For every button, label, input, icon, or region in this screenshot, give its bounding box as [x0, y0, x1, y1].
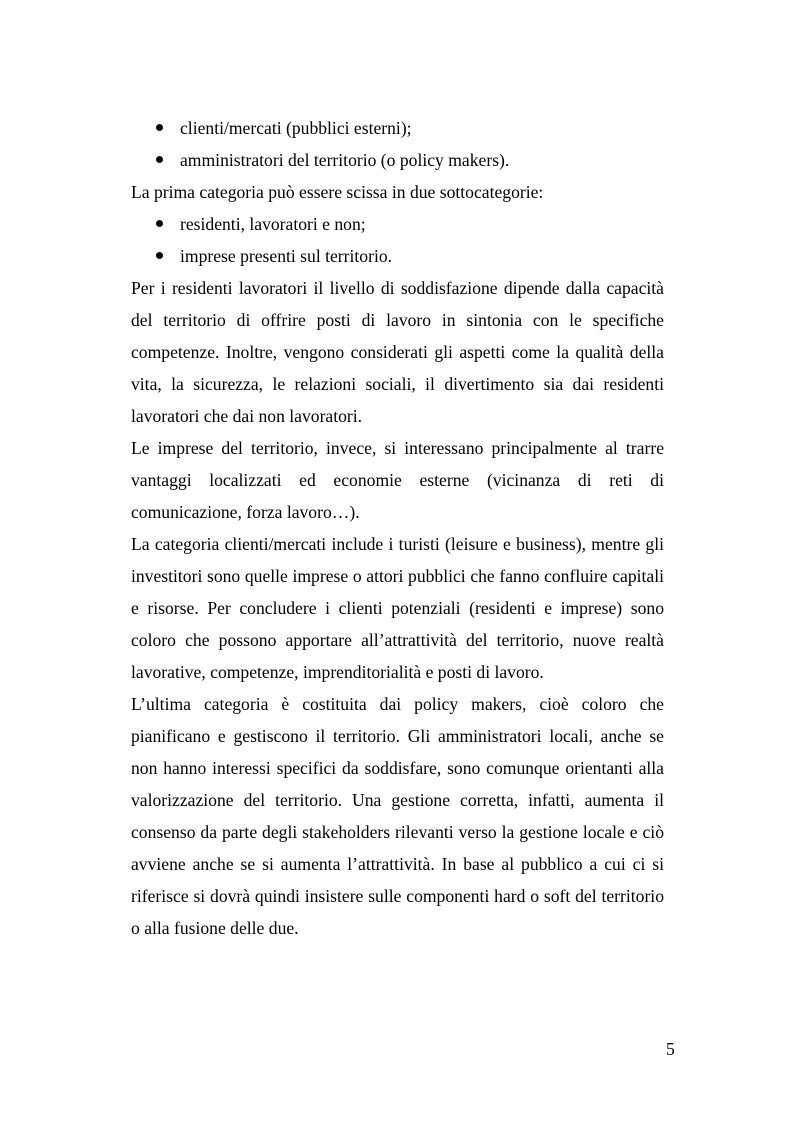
subcategories-intro: La prima categoria può essere scissa in due sottocategorie: [131, 182, 544, 202]
page-number: 5 [666, 1039, 675, 1059]
list-item-text: imprese presenti sul territorio. [180, 246, 393, 266]
body-text [131, 112, 664, 944]
bullet-icon [156, 124, 163, 131]
paragraph-policy-makers: L’ultima categoria è costituita dai policy makers, cioè coloro che pianificano e gestiscono il territorio. Gli amministratori locali, anche se non hanno interessi specifici da soddisfare, sono comunque orientanti alla valorizzazione del territorio. Una gestione corretta, infatti, aumenta il consenso da parte degli stakeholders rilevanti verso la gestione locale e ciò avviene anche se si aumenta l’attrattività. In base al pubblico a cui ci si riferisce si dovrà quindi insistere sulle componenti hard o soft del territorio o alla fusione delle due. [131, 694, 664, 938]
bullet-icon [156, 252, 163, 259]
list-item [131, 144, 664, 176]
list-item-text: clienti/mercati (pubblici esterni); [180, 118, 412, 138]
list-item [131, 112, 664, 144]
list-item [131, 240, 664, 272]
list-item-text: residenti, lavoratori e non; [180, 214, 366, 234]
paragraph-clienti-mercati: La categoria clienti/mercati include i turisti (leisure e business), mentre gli investitori sono quelle imprese o attori pubblici che fanno confluire capitali e risorse. Per concludere i clienti potenziali (residenti e imprese) sono coloro che possono apportare all’attrattività del territorio, nuove realtà lavorative, competenze, imprenditorialità e posti di lavoro. [131, 534, 664, 682]
list-item [131, 208, 664, 240]
paragraph-residenti: Per i residenti lavoratori il livello di soddisfazione dipende dalla capacità del territorio di offrire posti di lavoro in sintonia con le specifiche competenze. Inoltre, vengono considerati gli aspetti come la qualità della vita, la sicurezza, le relazioni sociali, il divertimento sia dai residenti lavoratori che dai non lavoratori. [131, 278, 664, 426]
bullet-icon [156, 220, 163, 227]
paragraph-imprese: Le imprese del territorio, invece, si interessano principalmente al trarre vantaggi localizzati ed economie esterne (vicinanza di reti di comunicazione, forza lavoro…). [131, 438, 664, 522]
bullet-icon [156, 156, 163, 163]
list-item-text: amministratori del territorio (o policy makers). [180, 150, 510, 170]
